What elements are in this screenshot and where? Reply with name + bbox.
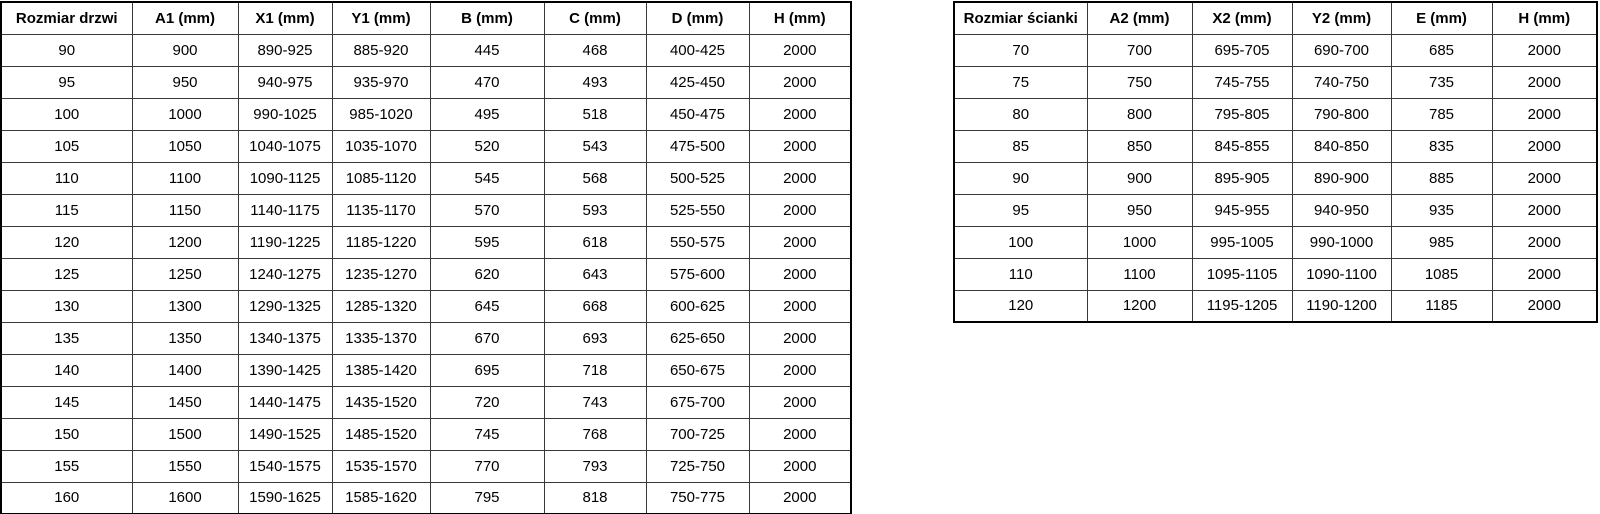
table-cell: 90 bbox=[1, 34, 132, 66]
table-cell: 1335-1370 bbox=[332, 322, 430, 354]
table-cell: 1340-1375 bbox=[238, 322, 332, 354]
table-row bbox=[1, 418, 851, 450]
table-cell: 1190-1200 bbox=[1292, 290, 1391, 322]
table-cell: 835 bbox=[1391, 130, 1492, 162]
table-cell: 720 bbox=[430, 386, 544, 418]
column-header: E (mm) bbox=[1391, 2, 1492, 34]
table-cell: 105 bbox=[1, 130, 132, 162]
table-cell: 1190-1225 bbox=[238, 226, 332, 258]
table-cell: 1550 bbox=[132, 450, 238, 482]
table-cell: 675-700 bbox=[646, 386, 749, 418]
table-cell: 790-800 bbox=[1292, 98, 1391, 130]
table-cell: 900 bbox=[1087, 162, 1192, 194]
table-cell: 1500 bbox=[132, 418, 238, 450]
table-cell: 70 bbox=[954, 34, 1087, 66]
table-cell: 793 bbox=[544, 450, 646, 482]
table-cell: 543 bbox=[544, 130, 646, 162]
table-cell: 695-705 bbox=[1192, 34, 1292, 66]
table-cell: 160 bbox=[1, 482, 132, 514]
table-cell: 850 bbox=[1087, 130, 1192, 162]
table-cell: 1100 bbox=[132, 162, 238, 194]
table-row bbox=[1, 322, 851, 354]
table-row bbox=[1, 194, 851, 226]
table-cell: 800 bbox=[1087, 98, 1192, 130]
table-cell: 670 bbox=[430, 322, 544, 354]
table-cell: 890-925 bbox=[238, 34, 332, 66]
table-cell: 155 bbox=[1, 450, 132, 482]
table-cell: 770 bbox=[430, 450, 544, 482]
table-cell: 2000 bbox=[749, 258, 851, 290]
table-cell: 690-700 bbox=[1292, 34, 1391, 66]
table-cell: 2000 bbox=[749, 130, 851, 162]
table-row bbox=[1, 354, 851, 386]
table-cell: 90 bbox=[954, 162, 1087, 194]
table-cell: 618 bbox=[544, 226, 646, 258]
table-cell: 425-450 bbox=[646, 66, 749, 98]
table-cell: 135 bbox=[1, 322, 132, 354]
table-cell: 895-905 bbox=[1192, 162, 1292, 194]
table-cell: 85 bbox=[954, 130, 1087, 162]
table-cell: 700-725 bbox=[646, 418, 749, 450]
table-cell: 950 bbox=[1087, 194, 1192, 226]
table-cell: 890-900 bbox=[1292, 162, 1391, 194]
table-cell: 2000 bbox=[749, 226, 851, 258]
column-header: B (mm) bbox=[430, 2, 544, 34]
table-cell: 1185 bbox=[1391, 290, 1492, 322]
door-dimensions-table bbox=[0, 1, 852, 514]
table-row bbox=[1, 290, 851, 322]
table-cell: 115 bbox=[1, 194, 132, 226]
table-cell: 1050 bbox=[132, 130, 238, 162]
table-cell: 1135-1170 bbox=[332, 194, 430, 226]
table-cell: 935 bbox=[1391, 194, 1492, 226]
table-cell: 475-500 bbox=[646, 130, 749, 162]
table-cell: 2000 bbox=[749, 418, 851, 450]
column-header: X2 (mm) bbox=[1192, 2, 1292, 34]
table-cell: 568 bbox=[544, 162, 646, 194]
table-cell: 1240-1275 bbox=[238, 258, 332, 290]
table-cell: 493 bbox=[544, 66, 646, 98]
table-cell: 100 bbox=[954, 226, 1087, 258]
table-cell: 725-750 bbox=[646, 450, 749, 482]
table-cell: 145 bbox=[1, 386, 132, 418]
table-cell: 995-1005 bbox=[1192, 226, 1292, 258]
table-cell: 1350 bbox=[132, 322, 238, 354]
table-cell: 518 bbox=[544, 98, 646, 130]
column-header: H (mm) bbox=[1492, 2, 1597, 34]
table-cell: 1035-1070 bbox=[332, 130, 430, 162]
table-row bbox=[954, 34, 1597, 66]
table-cell: 495 bbox=[430, 98, 544, 130]
column-header: A2 (mm) bbox=[1087, 2, 1192, 34]
table-row bbox=[1, 34, 851, 66]
table-row bbox=[1, 226, 851, 258]
table-cell: 2000 bbox=[749, 34, 851, 66]
table-cell: 1185-1220 bbox=[332, 226, 430, 258]
column-header: Rozmiar ścianki bbox=[954, 2, 1087, 34]
table-cell: 2000 bbox=[749, 194, 851, 226]
table-cell: 1000 bbox=[1087, 226, 1192, 258]
table-cell: 1285-1320 bbox=[332, 290, 430, 322]
table-cell: 1090-1125 bbox=[238, 162, 332, 194]
table-cell: 1100 bbox=[1087, 258, 1192, 290]
table-cell: 125 bbox=[1, 258, 132, 290]
table-cell: 95 bbox=[954, 194, 1087, 226]
table-cell: 985 bbox=[1391, 226, 1492, 258]
table-cell: 1000 bbox=[132, 98, 238, 130]
table-cell: 2000 bbox=[1492, 194, 1597, 226]
table-row bbox=[1, 130, 851, 162]
table-cell: 940-950 bbox=[1292, 194, 1391, 226]
table-cell: 740-750 bbox=[1292, 66, 1391, 98]
table-row bbox=[954, 194, 1597, 226]
table-cell: 110 bbox=[954, 258, 1087, 290]
header-row bbox=[1, 2, 851, 34]
table-cell: 445 bbox=[430, 34, 544, 66]
table-cell: 2000 bbox=[1492, 290, 1597, 322]
table-row bbox=[954, 162, 1597, 194]
table-cell: 743 bbox=[544, 386, 646, 418]
table-cell: 1390-1425 bbox=[238, 354, 332, 386]
table-row bbox=[1, 162, 851, 194]
table-cell: 718 bbox=[544, 354, 646, 386]
table-cell: 130 bbox=[1, 290, 132, 322]
column-header: D (mm) bbox=[646, 2, 749, 34]
table-cell: 750-775 bbox=[646, 482, 749, 514]
table-cell: 1250 bbox=[132, 258, 238, 290]
table-cell: 2000 bbox=[1492, 34, 1597, 66]
table-cell: 840-850 bbox=[1292, 130, 1391, 162]
table-cell: 645 bbox=[430, 290, 544, 322]
table-cell: 2000 bbox=[1492, 66, 1597, 98]
table-cell: 985-1020 bbox=[332, 98, 430, 130]
table-cell: 575-600 bbox=[646, 258, 749, 290]
table-cell: 1535-1570 bbox=[332, 450, 430, 482]
table-cell: 625-650 bbox=[646, 322, 749, 354]
table-cell: 643 bbox=[544, 258, 646, 290]
table-row bbox=[1, 258, 851, 290]
table-cell: 745-755 bbox=[1192, 66, 1292, 98]
table-cell: 1090-1100 bbox=[1292, 258, 1391, 290]
table-cell: 468 bbox=[544, 34, 646, 66]
table-cell: 1400 bbox=[132, 354, 238, 386]
table-cell: 1140-1175 bbox=[238, 194, 332, 226]
table-cell: 650-675 bbox=[646, 354, 749, 386]
wall-panel-dimensions-table bbox=[953, 1, 1598, 323]
table-cell: 620 bbox=[430, 258, 544, 290]
table-cell: 2000 bbox=[749, 450, 851, 482]
table-cell: 550-575 bbox=[646, 226, 749, 258]
column-header: A1 (mm) bbox=[132, 2, 238, 34]
table-cell: 945-955 bbox=[1192, 194, 1292, 226]
table-cell: 100 bbox=[1, 98, 132, 130]
table-cell: 990-1000 bbox=[1292, 226, 1391, 258]
table-cell: 785 bbox=[1391, 98, 1492, 130]
table-cell: 520 bbox=[430, 130, 544, 162]
table-row bbox=[954, 66, 1597, 98]
table-cell: 150 bbox=[1, 418, 132, 450]
column-header: Rozmiar drzwi bbox=[1, 2, 132, 34]
table-cell: 400-425 bbox=[646, 34, 749, 66]
table-cell: 1095-1105 bbox=[1192, 258, 1292, 290]
table-cell: 1600 bbox=[132, 482, 238, 514]
table-cell: 1590-1625 bbox=[238, 482, 332, 514]
table-row bbox=[1, 450, 851, 482]
table-cell: 2000 bbox=[749, 386, 851, 418]
table-cell: 768 bbox=[544, 418, 646, 450]
table-cell: 1235-1270 bbox=[332, 258, 430, 290]
table-cell: 1300 bbox=[132, 290, 238, 322]
table-cell: 80 bbox=[954, 98, 1087, 130]
table-cell: 2000 bbox=[749, 98, 851, 130]
table-cell: 1040-1075 bbox=[238, 130, 332, 162]
table-cell: 1440-1475 bbox=[238, 386, 332, 418]
table-cell: 545 bbox=[430, 162, 544, 194]
column-header: C (mm) bbox=[544, 2, 646, 34]
table-cell: 2000 bbox=[749, 354, 851, 386]
header-row bbox=[954, 2, 1597, 34]
table-cell: 795 bbox=[430, 482, 544, 514]
table-cell: 795-805 bbox=[1192, 98, 1292, 130]
table-cell: 593 bbox=[544, 194, 646, 226]
table-cell: 1485-1520 bbox=[332, 418, 430, 450]
table-cell: 885 bbox=[1391, 162, 1492, 194]
table-cell: 1290-1325 bbox=[238, 290, 332, 322]
table-cell: 600-625 bbox=[646, 290, 749, 322]
table-cell: 110 bbox=[1, 162, 132, 194]
table-cell: 1200 bbox=[132, 226, 238, 258]
table-cell: 2000 bbox=[1492, 162, 1597, 194]
table-cell: 990-1025 bbox=[238, 98, 332, 130]
table-cell: 450-475 bbox=[646, 98, 749, 130]
table-cell: 470 bbox=[430, 66, 544, 98]
table-cell: 2000 bbox=[749, 66, 851, 98]
table-cell: 2000 bbox=[749, 162, 851, 194]
table-cell: 695 bbox=[430, 354, 544, 386]
table-cell: 1200 bbox=[1087, 290, 1192, 322]
table-cell: 750 bbox=[1087, 66, 1192, 98]
table-cell: 1490-1525 bbox=[238, 418, 332, 450]
table-cell: 1085 bbox=[1391, 258, 1492, 290]
table-cell: 1150 bbox=[132, 194, 238, 226]
table-cell: 1540-1575 bbox=[238, 450, 332, 482]
table-cell: 1435-1520 bbox=[332, 386, 430, 418]
table-cell: 2000 bbox=[1492, 98, 1597, 130]
table-cell: 668 bbox=[544, 290, 646, 322]
table-cell: 75 bbox=[954, 66, 1087, 98]
table-cell: 140 bbox=[1, 354, 132, 386]
table-cell: 2000 bbox=[749, 322, 851, 354]
column-header: Y1 (mm) bbox=[332, 2, 430, 34]
table-row bbox=[1, 98, 851, 130]
table-row bbox=[954, 258, 1597, 290]
table-cell: 500-525 bbox=[646, 162, 749, 194]
column-header: Y2 (mm) bbox=[1292, 2, 1391, 34]
table-cell: 120 bbox=[954, 290, 1087, 322]
table-cell: 1585-1620 bbox=[332, 482, 430, 514]
table-cell: 950 bbox=[132, 66, 238, 98]
table-cell: 95 bbox=[1, 66, 132, 98]
table-row bbox=[1, 386, 851, 418]
table-cell: 693 bbox=[544, 322, 646, 354]
table-cell: 2000 bbox=[1492, 258, 1597, 290]
table-cell: 935-970 bbox=[332, 66, 430, 98]
table-cell: 745 bbox=[430, 418, 544, 450]
table-cell: 940-975 bbox=[238, 66, 332, 98]
table-cell: 2000 bbox=[749, 482, 851, 514]
table-cell: 845-855 bbox=[1192, 130, 1292, 162]
table-row bbox=[954, 130, 1597, 162]
column-header: H (mm) bbox=[749, 2, 851, 34]
table-cell: 2000 bbox=[749, 290, 851, 322]
table-cell: 735 bbox=[1391, 66, 1492, 98]
table-cell: 818 bbox=[544, 482, 646, 514]
table-cell: 885-920 bbox=[332, 34, 430, 66]
table-row bbox=[954, 290, 1597, 322]
table-row bbox=[954, 226, 1597, 258]
table-cell: 1450 bbox=[132, 386, 238, 418]
table-cell: 120 bbox=[1, 226, 132, 258]
table-row bbox=[1, 66, 851, 98]
table-cell: 2000 bbox=[1492, 130, 1597, 162]
table-cell: 525-550 bbox=[646, 194, 749, 226]
table-cell: 595 bbox=[430, 226, 544, 258]
table-cell: 1385-1420 bbox=[332, 354, 430, 386]
table-cell: 1195-1205 bbox=[1192, 290, 1292, 322]
table-cell: 570 bbox=[430, 194, 544, 226]
table-cell: 2000 bbox=[1492, 226, 1597, 258]
table-cell: 685 bbox=[1391, 34, 1492, 66]
column-header: X1 (mm) bbox=[238, 2, 332, 34]
table-cell: 700 bbox=[1087, 34, 1192, 66]
table-cell: 900 bbox=[132, 34, 238, 66]
table-row bbox=[954, 98, 1597, 130]
table-row bbox=[1, 482, 851, 514]
table-cell: 1085-1120 bbox=[332, 162, 430, 194]
